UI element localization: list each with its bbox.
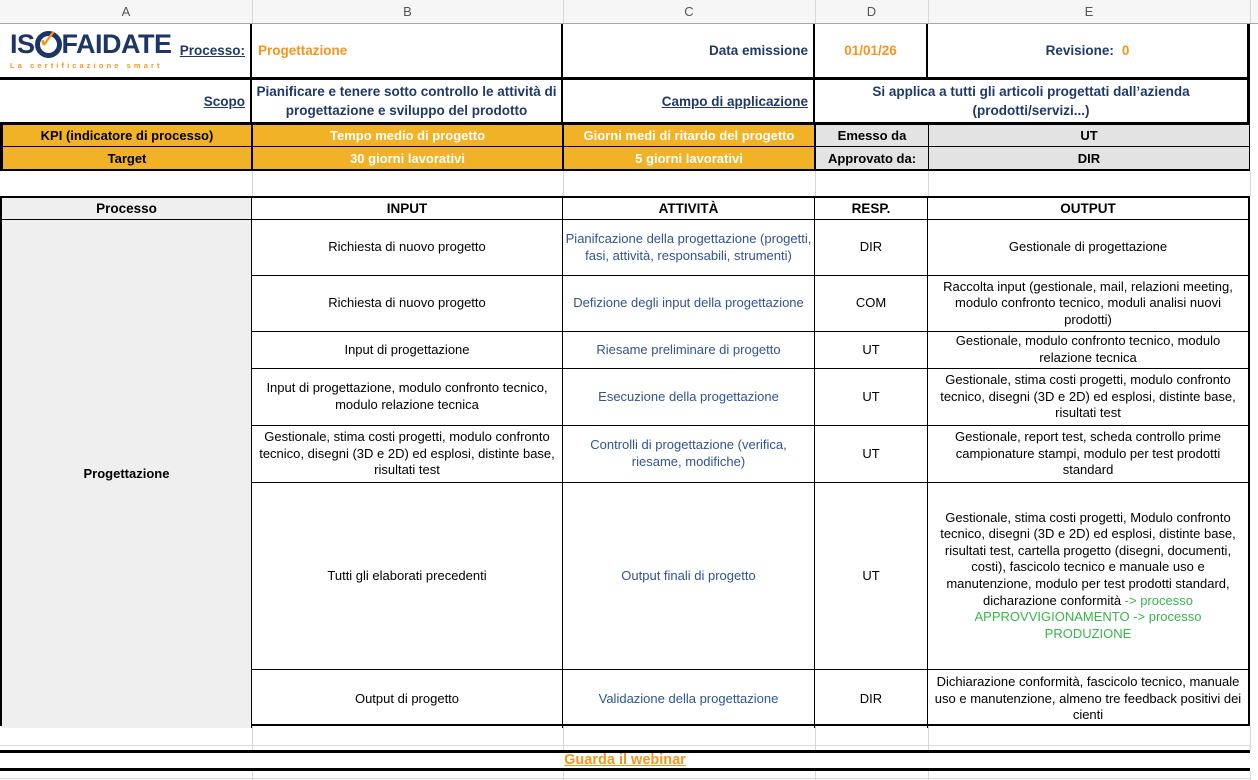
column-divider: [928, 0, 929, 23]
cell-a2[interactable]: [0, 80, 252, 122]
table-cell-resp[interactable]: [815, 670, 928, 728]
table-cell-output[interactable]: [928, 369, 1248, 426]
th-input[interactable]: [252, 198, 563, 220]
cell-b2[interactable]: [252, 80, 563, 122]
kpi-label-cell[interactable]: [3, 125, 253, 147]
th-output-label: OUTPUT: [1060, 200, 1116, 216]
output-text: Gestionale, modulo confronto tecnico, modulo relazione tecnica: [955, 333, 1221, 365]
column-divider: [252, 0, 253, 23]
webinar-bar: [0, 750, 1250, 771]
column-header-b[interactable]: B: [403, 4, 412, 19]
th-input-label: INPUT: [386, 200, 428, 216]
target-label-cell[interactable]: [3, 147, 253, 169]
target-c-cell[interactable]: [564, 147, 816, 169]
column-header-c[interactable]: C: [684, 4, 694, 19]
cell-d2-e2-merged[interactable]: [815, 80, 1250, 122]
th-output[interactable]: [928, 198, 1248, 220]
input-text: Output di progetto: [354, 690, 460, 706]
attivita-text: Pianifcazione della progettazione (progetti, fasi, attività, responsabili, strumenti): [565, 230, 812, 263]
column-divider: [815, 0, 816, 23]
th-resp[interactable]: [815, 198, 928, 220]
logo-text-left: IS: [10, 29, 35, 60]
resp-text: UT: [862, 341, 880, 357]
title-row: [0, 24, 1250, 80]
campo-value: Si applica a tutti gli articoli progettati dall’azienda (prodotti/servizi...): [872, 84, 1190, 118]
table-cell-output[interactable]: [928, 426, 1248, 483]
process-table: [0, 196, 1250, 726]
output-text: Raccolta input (gestionale, mail, relazioni meeting, modulo confronto tecnico, moduli analisi nuovi prodotti): [943, 278, 1233, 327]
table-cell-input[interactable]: [252, 220, 563, 276]
target-b-cell[interactable]: [253, 147, 564, 169]
data-emissione-value: 01/01/26: [844, 43, 897, 58]
input-text: Input di progettazione: [344, 341, 470, 357]
table-cell-input[interactable]: [252, 276, 563, 332]
cell-c2[interactable]: [563, 80, 815, 122]
cell-e1[interactable]: [928, 24, 1250, 77]
table-cell-output[interactable]: [928, 670, 1248, 728]
attivita-text: Defizione degli input della progettazione: [573, 295, 804, 311]
column-divider: [563, 0, 564, 23]
approvato-da-label-cell[interactable]: [816, 147, 929, 169]
output-text-black: Gestionale, stima costi progetti, Modulo confronto tecnico, disegni (3D e 2D) ed esplosi, distinte base, risultati test, cartella progetto (disegni, documenti, costi), fascicolo tecnico e manuale uso e manutenzione, modulo per test prodotti standard, dicharazione conformità: [940, 509, 1236, 608]
table-cell-attivita[interactable]: [563, 332, 815, 369]
column-header-a[interactable]: A: [121, 4, 131, 19]
table-cell-resp[interactable]: [815, 332, 928, 369]
table-cell-resp[interactable]: [815, 276, 928, 332]
revisione-value: 0: [1121, 43, 1130, 58]
empty-row: [0, 726, 1258, 750]
column-header-d[interactable]: D: [866, 4, 877, 19]
cell-c1[interactable]: [563, 24, 815, 77]
isofaidate-logo: [10, 24, 172, 71]
process-name-cell[interactable]: [2, 220, 252, 728]
table-cell-attivita[interactable]: [563, 426, 815, 483]
resp-text: DIR: [859, 690, 883, 706]
emesso-da-label: Emesso da: [837, 128, 907, 143]
processo-value: Progettazione: [258, 43, 348, 58]
approvato-da-value: DIR: [1077, 150, 1101, 166]
output-text: Gestionale, report test, scheda controllo prime campionature stampi, modulo per test prodotti standard: [955, 429, 1221, 478]
cell-a1[interactable]: [0, 24, 252, 77]
input-text: Gestionale, stima costi progetti, modulo confronto tecnico, disegni (3D e 2D) ed esplosi, distinte base, risultati test: [259, 429, 555, 478]
column-header-strip: [0, 0, 1258, 24]
data-emissione-label: Data emissione: [708, 43, 808, 58]
column-divider: [1250, 0, 1251, 23]
scopo-label: Scopo: [203, 93, 245, 109]
table-cell-output[interactable]: [928, 332, 1248, 369]
output-text: Gestionale, stima costi progetti, modulo confronto tecnico, disegni (3D e 2D) ed esplosi, distinte base, risultati test: [940, 372, 1236, 421]
column-header-e[interactable]: E: [1084, 4, 1094, 19]
logo-wordmark: [10, 24, 172, 60]
input-text: Input di progettazione, modulo confronto tecnico, modulo relazione tecnica: [266, 380, 548, 412]
table-cell-attivita[interactable]: [563, 369, 815, 426]
attivita-text: Validazione della progettazione: [598, 690, 779, 706]
kpi-c-cell[interactable]: [564, 125, 816, 147]
approvato-da-label: Approvato da:: [827, 150, 917, 166]
kpi-b-cell[interactable]: [253, 125, 564, 147]
attivita-text: Esecuzione della progettazione: [598, 388, 779, 404]
table-cell-input[interactable]: [252, 332, 563, 369]
approvato-da-value-cell[interactable]: [929, 147, 1249, 169]
scopo-value: Pianificare e tenere sotto controllo le attività di progettazione e sviluppo del prodotto: [256, 84, 557, 118]
kpi-value-b: Tempo medio di progetto: [329, 128, 486, 143]
campo-label: Campo di applicazione: [661, 93, 808, 109]
check-icon: ✓: [37, 24, 59, 55]
table-cell-attivita[interactable]: [563, 276, 815, 332]
table-cell-output[interactable]: [928, 483, 1248, 670]
input-text: Richiesta di nuovo progetto: [328, 239, 486, 255]
output-text-green: -> processo APPROVVIGIONAMENTO -> processo PRODUZIONE: [974, 592, 1202, 641]
logo-text-right: FAIDATE: [61, 29, 172, 60]
revisione-label: Revisione:: [1045, 43, 1114, 58]
emesso-da-value-cell[interactable]: [929, 125, 1249, 147]
attivita-text: Riesame preliminare di progetto: [596, 341, 781, 357]
kpi-label: KPI (indicatore di processo): [40, 128, 214, 143]
logo-o-ring: [35, 24, 62, 58]
th-processo[interactable]: [2, 198, 252, 220]
attivita-text: Controlli di progettazione (verifica, riesame, modifiche): [590, 437, 787, 469]
process-name: Progettazione: [83, 465, 170, 481]
webinar-link[interactable]: Guarda il webinar: [564, 752, 686, 768]
th-attivita-label: ATTIVITÀ: [658, 200, 719, 216]
target-label: Target: [107, 150, 147, 166]
kpi-value-c: Giorni medi di ritardo del progetto: [583, 128, 795, 143]
scopo-row: [0, 80, 1250, 125]
target-value-b: 30 giorni lavorativi: [350, 150, 465, 166]
input-text: Tutti gli elaborati precedenti: [327, 567, 487, 583]
th-attivita[interactable]: [563, 198, 815, 220]
table-cell-input[interactable]: [252, 670, 563, 728]
table-cell-resp[interactable]: [815, 426, 928, 483]
table-cell-resp[interactable]: [815, 220, 928, 276]
bottom-margin: [0, 771, 1258, 780]
table-cell-input[interactable]: [252, 483, 563, 670]
cell-d1[interactable]: [815, 24, 928, 77]
logo-tagline: La certificazione smart: [10, 61, 163, 71]
th-processo-label: Processo: [96, 200, 157, 216]
table-cell-output[interactable]: [928, 220, 1248, 276]
empty-row: [0, 171, 1258, 196]
cell-b1[interactable]: [252, 24, 563, 77]
target-value-c: 5 giorni lavorativi: [635, 150, 743, 166]
resp-text: COM: [855, 295, 887, 311]
emesso-da-value: UT: [1080, 128, 1098, 143]
table-cell-input[interactable]: [252, 369, 563, 426]
table-cell-output[interactable]: [928, 276, 1248, 332]
resp-text: UT: [862, 445, 880, 461]
th-resp-label: RESP.: [851, 200, 891, 216]
table-cell-attivita[interactable]: [563, 483, 815, 670]
attivita-text: Output finali di progetto: [621, 567, 756, 583]
table-cell-attivita[interactable]: [563, 220, 815, 276]
resp-text: DIR: [859, 239, 883, 255]
emesso-da-label-cell[interactable]: [816, 125, 929, 147]
resp-text: UT: [862, 567, 880, 583]
output-text: [930, 510, 1246, 643]
table-cell-resp[interactable]: [815, 369, 928, 426]
resp-text: UT: [862, 388, 880, 404]
output-text: Gestionale di progettazione: [1008, 239, 1168, 255]
kpi-band: [0, 125, 1250, 171]
input-text: Richiesta di nuovo progetto: [328, 295, 486, 311]
processo-label: Processo:: [179, 43, 245, 58]
output-text: Dichiarazione conformità, fascicolo tecnico, manuale uso e manutenzione, almeno tre feedback positivi dei cienti: [934, 674, 1242, 723]
table-cell-input[interactable]: [252, 426, 563, 483]
table-cell-attivita[interactable]: [563, 670, 815, 728]
table-cell-resp[interactable]: [815, 483, 928, 670]
